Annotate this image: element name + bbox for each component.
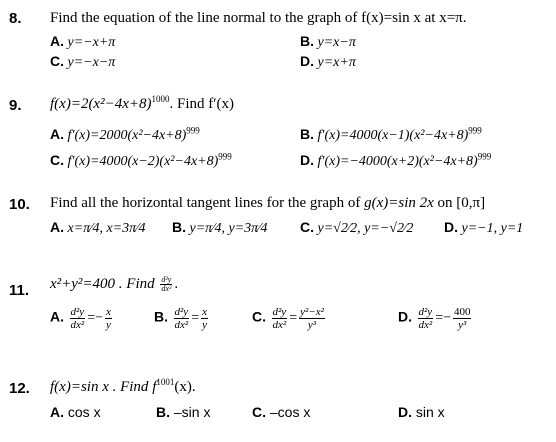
option-letter: C. bbox=[50, 152, 64, 168]
rhs-fraction bbox=[201, 306, 208, 331]
fraction-numerator: x bbox=[105, 306, 111, 318]
fraction-numerator: x bbox=[202, 306, 207, 318]
option-letter: A. bbox=[50, 308, 64, 325]
option-exponent: 999 bbox=[218, 151, 232, 162]
question-stem: Find the equation of the line normal to the graph of f(x)=sin x at x=π. bbox=[50, 10, 467, 26]
stem-function: g(x)=sin 2x bbox=[364, 195, 434, 211]
option-text: y=−x−π bbox=[67, 55, 116, 70]
lhs-fraction bbox=[174, 306, 190, 331]
option-text: cos x bbox=[67, 404, 101, 420]
option-d[interactable] bbox=[300, 152, 491, 170]
option-letter: C. bbox=[252, 308, 266, 325]
fraction-denominator: y³ bbox=[458, 319, 467, 331]
equals-sign: =− bbox=[435, 310, 451, 326]
fraction-denominator: dx² bbox=[272, 319, 287, 331]
option-text: f′(x)=2000(x²−4x+8) bbox=[67, 128, 187, 143]
fraction-denominator: y bbox=[202, 319, 207, 331]
stem-interval: [0,π] bbox=[456, 195, 486, 211]
option-c[interactable] bbox=[252, 404, 310, 420]
fraction-numerator: d²y bbox=[174, 306, 189, 318]
option-letter: B. bbox=[154, 308, 168, 325]
question-number: 12. bbox=[9, 380, 30, 397]
stem-tail: . Find f′(x) bbox=[169, 96, 235, 112]
option-text: –sin x bbox=[173, 404, 211, 420]
option-text: –cos x bbox=[269, 404, 311, 420]
question-number: 9. bbox=[9, 97, 22, 114]
option-letter: C. bbox=[50, 53, 64, 69]
option-letter: D. bbox=[398, 308, 412, 325]
question-number: 10. bbox=[9, 196, 30, 213]
rhs-fraction bbox=[453, 306, 472, 331]
option-a[interactable] bbox=[50, 404, 101, 420]
rhs-fraction bbox=[105, 306, 112, 331]
option-letter: C. bbox=[300, 219, 314, 235]
option-text: y=√2⁄2, y=−√2⁄2 bbox=[317, 221, 414, 236]
equals-sign: =− bbox=[87, 310, 103, 326]
question-stem bbox=[50, 96, 234, 113]
fraction-denominator: dx² bbox=[418, 319, 433, 331]
lhs-fraction bbox=[272, 306, 288, 331]
option-letter: D. bbox=[444, 219, 458, 235]
fraction-numerator: 400 bbox=[453, 306, 471, 318]
stem-text: x²+y²=400 . Find bbox=[50, 276, 155, 292]
fraction-numerator: d²y bbox=[418, 306, 433, 318]
option-b[interactable] bbox=[300, 126, 482, 144]
option-c[interactable] bbox=[50, 53, 115, 71]
option-letter: A. bbox=[50, 404, 64, 420]
option-letter: A. bbox=[50, 33, 64, 49]
fraction-numerator: d²y bbox=[70, 306, 85, 318]
option-text: y=x−π bbox=[317, 35, 356, 50]
question-number: 11. bbox=[9, 282, 30, 299]
option-d[interactable] bbox=[398, 306, 473, 331]
option-b[interactable] bbox=[172, 219, 268, 237]
stem-expression: f(x)=2(x²−4x+8) bbox=[50, 96, 152, 112]
stem-fraction bbox=[160, 276, 172, 293]
stem-function: f bbox=[152, 379, 157, 395]
option-c[interactable] bbox=[300, 219, 413, 237]
fraction-denominator: dx² bbox=[174, 319, 189, 331]
fraction-numerator: d²y bbox=[161, 275, 172, 285]
option-letter: A. bbox=[50, 219, 64, 235]
stem-text: f(x)=sin x . Find bbox=[50, 379, 149, 395]
option-letter: D. bbox=[398, 404, 412, 420]
option-d[interactable] bbox=[300, 53, 356, 71]
option-a[interactable] bbox=[50, 33, 115, 51]
option-text: y=−x+π bbox=[67, 35, 116, 50]
option-letter: B. bbox=[172, 219, 186, 235]
question-stem bbox=[50, 379, 196, 396]
question-number: 8. bbox=[9, 10, 22, 27]
option-c[interactable] bbox=[252, 306, 327, 331]
equals-sign: = bbox=[289, 310, 298, 326]
option-letter: D. bbox=[300, 53, 314, 69]
stem-exponent: 1001 bbox=[156, 377, 175, 387]
option-letter: D. bbox=[300, 152, 314, 168]
stem-tail: (x). bbox=[174, 379, 196, 395]
rhs-fraction bbox=[299, 306, 325, 331]
option-text: y=x+π bbox=[317, 55, 356, 70]
option-a[interactable] bbox=[50, 219, 146, 237]
option-text: y=−1, y=1 bbox=[461, 221, 524, 236]
option-letter: A. bbox=[50, 126, 64, 142]
fraction-numerator: d²y bbox=[272, 306, 287, 318]
fraction-denominator: dx² bbox=[161, 284, 172, 294]
option-d[interactable] bbox=[398, 404, 445, 420]
option-letter: B. bbox=[156, 404, 170, 420]
stem-text: Find all the horizontal tangent lines for the graph of bbox=[50, 195, 361, 211]
question-stem bbox=[50, 276, 178, 293]
option-letter: B. bbox=[300, 33, 314, 49]
equals-sign: = bbox=[191, 310, 200, 326]
option-a[interactable] bbox=[50, 306, 114, 331]
question-stem bbox=[50, 195, 485, 212]
stem-exponent: 1000 bbox=[151, 94, 170, 104]
option-d[interactable] bbox=[444, 219, 523, 237]
fraction-denominator: y³ bbox=[307, 319, 317, 331]
option-text: f′(x)=4000(x−2)(x²−4x+8) bbox=[67, 154, 219, 169]
option-text: y=π⁄4, y=3π⁄4 bbox=[189, 221, 268, 236]
option-b[interactable] bbox=[154, 306, 210, 331]
fraction-denominator: y bbox=[105, 319, 111, 331]
lhs-fraction bbox=[70, 306, 86, 331]
option-b[interactable] bbox=[300, 33, 356, 51]
fraction-denominator: dx² bbox=[70, 319, 85, 331]
option-text: f′(x)=4000(x−1)(x²−4x+8) bbox=[317, 128, 469, 143]
option-b[interactable] bbox=[156, 404, 210, 420]
fraction-numerator: y²−x² bbox=[300, 306, 324, 318]
lhs-fraction bbox=[418, 306, 434, 331]
option-exponent: 999 bbox=[186, 125, 200, 136]
option-c[interactable] bbox=[50, 152, 232, 170]
stem-end: . bbox=[174, 276, 179, 292]
option-letter: B. bbox=[300, 126, 314, 142]
option-exponent: 999 bbox=[468, 125, 482, 136]
option-exponent: 999 bbox=[477, 151, 492, 162]
option-text: sin x bbox=[415, 404, 445, 420]
stem-on: on bbox=[437, 195, 453, 211]
option-letter: C. bbox=[252, 404, 266, 420]
option-text: f′(x)=−4000(x+2)(x²−4x+8) bbox=[317, 154, 478, 169]
option-text: x=π⁄4, x=3π⁄4 bbox=[67, 221, 146, 236]
option-a[interactable] bbox=[50, 126, 200, 144]
